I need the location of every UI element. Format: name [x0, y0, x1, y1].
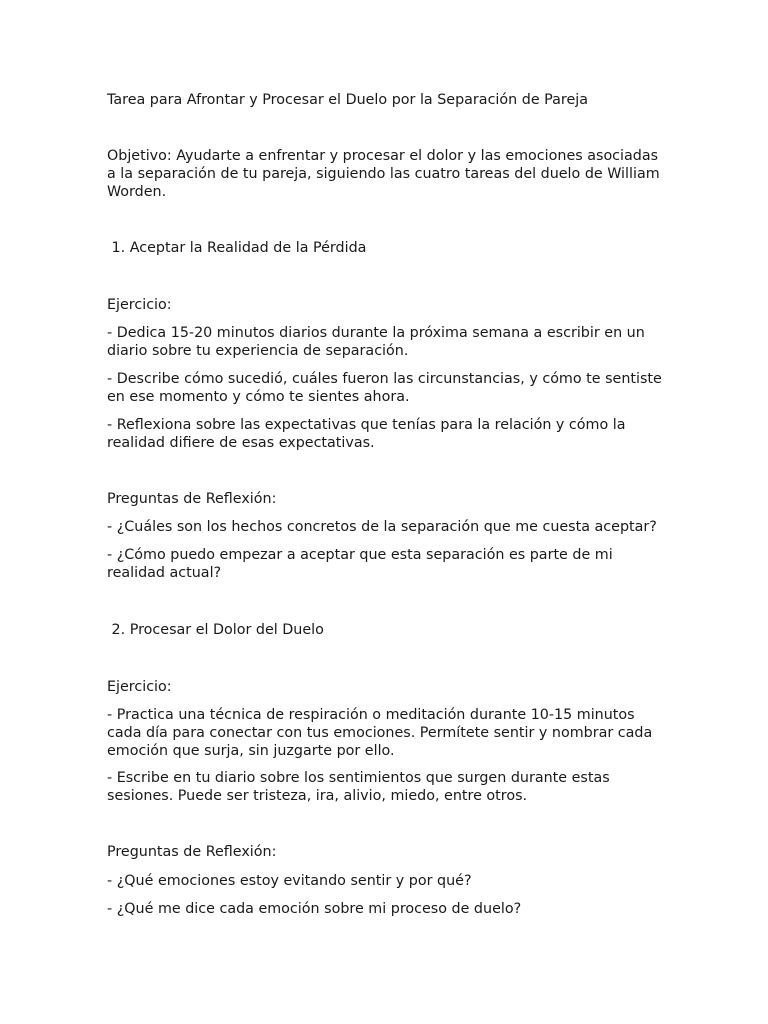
- section-2-questions-label: Preguntas de Reflexión:: [107, 844, 277, 860]
- section-2-exercise-item-1: - Practica una técnica de respiración o meditación durante 10-15 minutos cada día para conectar con tus emociones. Permítete sentir y nombrar cada emoción que surja, sin juzgarte por ello.: [107, 707, 653, 759]
- section-1-exercise-item-1: - Dedica 15-20 minutos diarios durante la próxima semana a escribir en un diario sobre tu experiencia de separación.: [107, 325, 645, 359]
- section-2-question-item-2: - ¿Qué me dice cada emoción sobre mi proceso de duelo?: [107, 901, 522, 917]
- section-1-heading: 1. Aceptar la Realidad de la Pérdida: [107, 240, 367, 256]
- section-1-exercise-item-3: - Reflexiona sobre las expectativas que tenías para la relación y cómo la realidad difiere de esas expectativas.: [107, 417, 626, 451]
- section-2-exercise-item-2: - Escribe en tu diario sobre los sentimientos que surgen durante estas sesiones. Puede ser tristeza, ira, alivio, miedo, entre otros.: [107, 770, 610, 804]
- section-2-question-item-1: - ¿Qué emociones estoy evitando sentir y por qué?: [107, 873, 472, 889]
- section-2-exercise-label: Ejercicio:: [107, 679, 172, 695]
- document-title: Tarea para Afrontar y Procesar el Duelo por la Separación de Pareja: [107, 92, 588, 108]
- section-1-exercise-item-2: - Describe cómo sucedió, cuáles fueron las circunstancias, y cómo te sentiste en ese momento y cómo te sientes ahora.: [107, 371, 662, 405]
- section-1-questions-label: Preguntas de Reflexión:: [107, 491, 277, 507]
- section-2-heading: 2. Procesar el Dolor del Duelo: [107, 622, 324, 638]
- section-1-exercise-label: Ejercicio:: [107, 297, 172, 313]
- section-1-question-item-2: - ¿Cómo puedo empezar a aceptar que esta separación es parte de mi realidad actual?: [107, 547, 613, 581]
- objective-paragraph: Objetivo: Ayudarte a enfrentar y procesar el dolor y las emociones asociadas a la separación de tu pareja, siguiendo las cuatro tareas del duelo de William Worden.: [107, 148, 660, 200]
- section-1-question-item-1: - ¿Cuáles son los hechos concretos de la separación que me cuesta aceptar?: [107, 519, 657, 535]
